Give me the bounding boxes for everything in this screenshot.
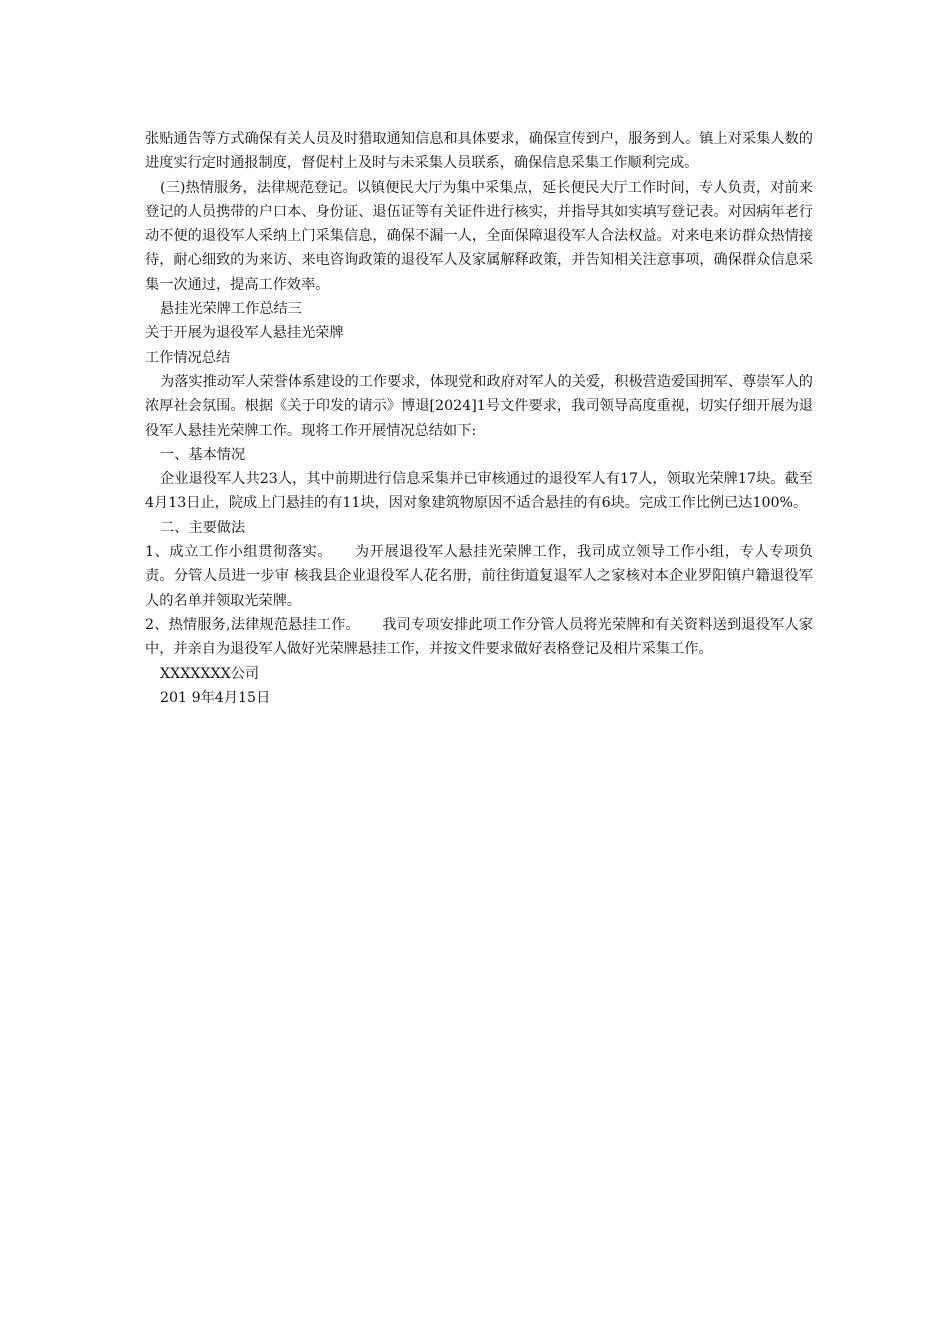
practice-1-body: 为开展退役军人悬挂光荣牌工作，我司成立领导工作小组，专人专项负责。分管人员进一步审 核我县企业退役军人花名册，前往街道复退军人之家核对本企业罗阳镇户籍退役军人的名单并领取光荣牌。 bbox=[145, 544, 813, 609]
heading-main-practices: 二、主要做法 bbox=[160, 519, 246, 536]
paragraph-practice-2 bbox=[145, 613, 813, 662]
heading-basic-situation: 一、基本情况 bbox=[160, 446, 246, 463]
paragraph-service-registration: (三)热情服务，法律规范登记。以镇便民大厅为集中采集点，延长便民大厅工作时间，专人负责，对前来登记的人员携带的户口本、身份证、退伍证等有关证件进行核实，并指导其如实填写登记表。对因病年老行动不便的退役军人采纳上门采集信息，确保不漏一人，全面保障退役军人合法权益。对来电来访群众热情接待，耐心细致的为来访、来电咨询政策的退役军人及家属解释政策，并告知相关注意事项，确保群众信息采集一次通过，提高工作效率。 bbox=[145, 179, 813, 293]
practice-2-title: 2、热情服务,法律规范悬挂工作。 bbox=[145, 616, 361, 633]
signature-company: XXXXXXX公司 bbox=[160, 665, 260, 682]
practice-2-body: 我司专项安排此项工作分管人员将光荣牌和有关资料送到退役军人家中，并亲自为退役军人做好光荣牌悬挂工作，并按文件要求做好表格登记及相片采集工作。 bbox=[145, 616, 813, 658]
practice-1-title: 1、成立工作小组贯彻落实。 bbox=[145, 544, 333, 561]
document-title-line2: 工作情况总结 bbox=[145, 349, 231, 366]
signature-date: 201 9年4月15日 bbox=[160, 689, 271, 706]
paragraph-intro: 为落实推动军人荣誉体系建设的工作要求，体现党和政府对军人的关爱，积极营造爱国拥军、尊崇军人的浓厚社会氛围。根据《关于印发的请示》博退[2024]1号文件要求，我司领导高度重视，切实仔细开展为退役军人悬挂光荣牌工作。现将工作开展情况总结如下: bbox=[145, 373, 813, 439]
section-heading-summary-three: 悬挂光荣牌工作总结三 bbox=[160, 301, 302, 318]
paragraph-practice-1 bbox=[145, 540, 813, 613]
paragraph-outreach: 张贴通告等方式确保有关人员及时猎取通知信息和具体要求，确保宣传到户，服务到人。镇上对采集人数的进度实行定时通报制度，督促村上及时与未采集人员联系，确保信息采集工作顺利完成。 bbox=[145, 131, 813, 172]
document-body bbox=[145, 127, 813, 710]
document-title-line1: 关于开展为退役军人悬挂光荣牌 bbox=[145, 325, 344, 342]
paragraph-basic-situation: 企业退役军人共23人，其中前期进行信息采集并已审核通过的退役军人有17人，领取光荣牌17块。截至4月13日止，院成上门悬挂的有11块，因对象建筑物原因不适合悬挂的有6块。完成工作比例已达100%。 bbox=[145, 471, 813, 512]
